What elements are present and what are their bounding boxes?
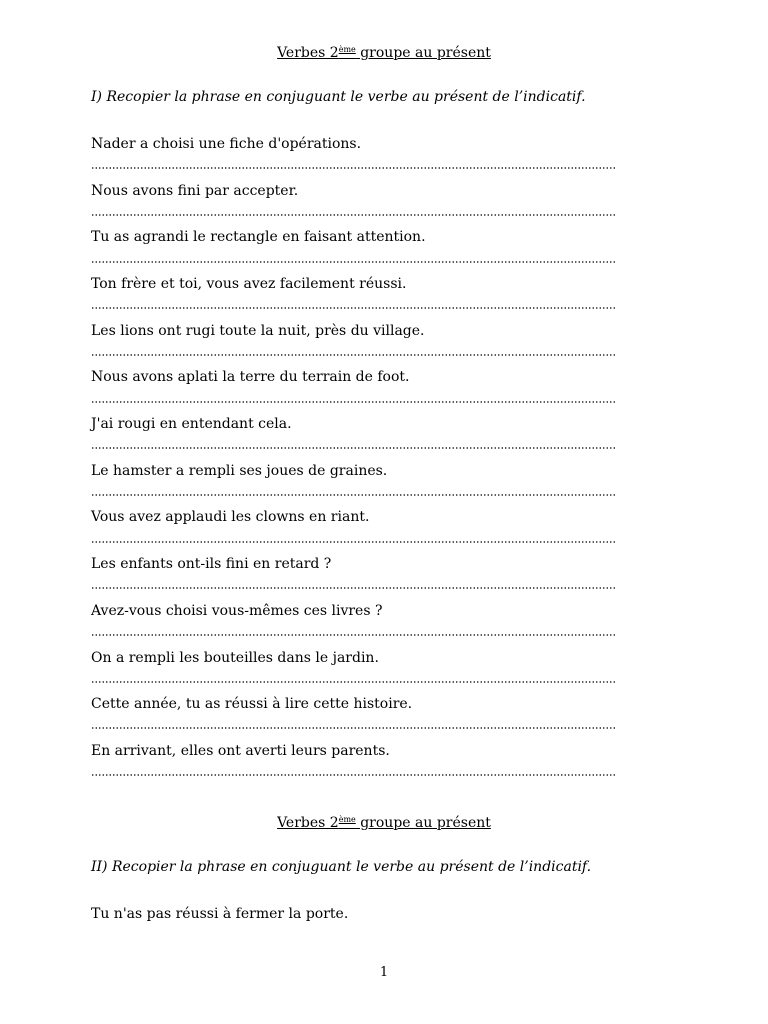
answer-line[interactable] (91, 307, 617, 309)
exercise-sentence: Nous avons aplati la terre du terrain de foot. (91, 369, 410, 385)
answer-line[interactable] (91, 587, 617, 589)
answer-line[interactable] (91, 681, 617, 683)
answer-line[interactable] (91, 354, 617, 356)
exercise-sentence: On a rempli les bouteilles dans le jardin. (91, 650, 379, 666)
answer-line[interactable] (91, 167, 617, 169)
exercise-sentence: Cette année, tu as réussi à lire cette histoire. (91, 696, 413, 712)
section1-title (0, 41, 768, 62)
exercise-sentence: En arrivant, elles ont averti leurs parents. (91, 743, 390, 759)
section1-title-suffix: groupe au présent (355, 45, 491, 61)
answer-line[interactable] (91, 261, 617, 263)
section2-title (0, 811, 768, 832)
exercise-sentence: Nous avons fini par accepter. (91, 183, 299, 199)
answer-line[interactable] (91, 541, 617, 543)
exercise-sentence: Tu n'as pas réussi à fermer la porte. (91, 906, 349, 922)
answer-line[interactable] (91, 214, 617, 216)
section1-instruction: I) Recopier la phrase en conjuguant le verbe au présent de l’indicatif. (91, 89, 586, 105)
answer-line[interactable] (91, 401, 617, 403)
section1-title-sup: ème (338, 45, 356, 54)
answer-line[interactable] (91, 494, 617, 496)
answer-line[interactable] (91, 774, 617, 776)
section2-instruction: II) Recopier la phrase en conjuguant le verbe au présent de l’indicatif. (91, 859, 592, 875)
answer-line[interactable] (91, 447, 617, 449)
page-number: 1 (379, 965, 389, 980)
exercise-sentence: J'ai rougi en entendant cela. (91, 416, 292, 432)
exercise-sentence: Vous avez applaudi les clowns en riant. (91, 509, 370, 525)
exercise-sentence: Les enfants ont-ils fini en retard ? (91, 556, 332, 572)
section2-title-sup: ème (338, 815, 356, 824)
section2-title-prefix: Verbes 2 (277, 815, 339, 831)
section1-title-prefix: Verbes 2 (277, 45, 339, 61)
answer-line[interactable] (91, 634, 617, 636)
exercise-sentence: Tu as agrandi le rectangle en faisant attention. (91, 229, 426, 245)
exercise-sentence: Nader a choisi une fiche d'opérations. (91, 136, 362, 152)
exercise-sentence: Avez-vous choisi vous-mêmes ces livres ? (91, 603, 383, 619)
exercise-sentence: Ton frère et toi, vous avez facilement réussi. (91, 276, 407, 292)
section2-title-suffix: groupe au présent (355, 815, 491, 831)
exercise-sentence: Le hamster a rempli ses joues de graines. (91, 463, 388, 479)
answer-line[interactable] (91, 727, 617, 729)
exercise-sentence: Les lions ont rugi toute la nuit, près du village. (91, 323, 425, 339)
